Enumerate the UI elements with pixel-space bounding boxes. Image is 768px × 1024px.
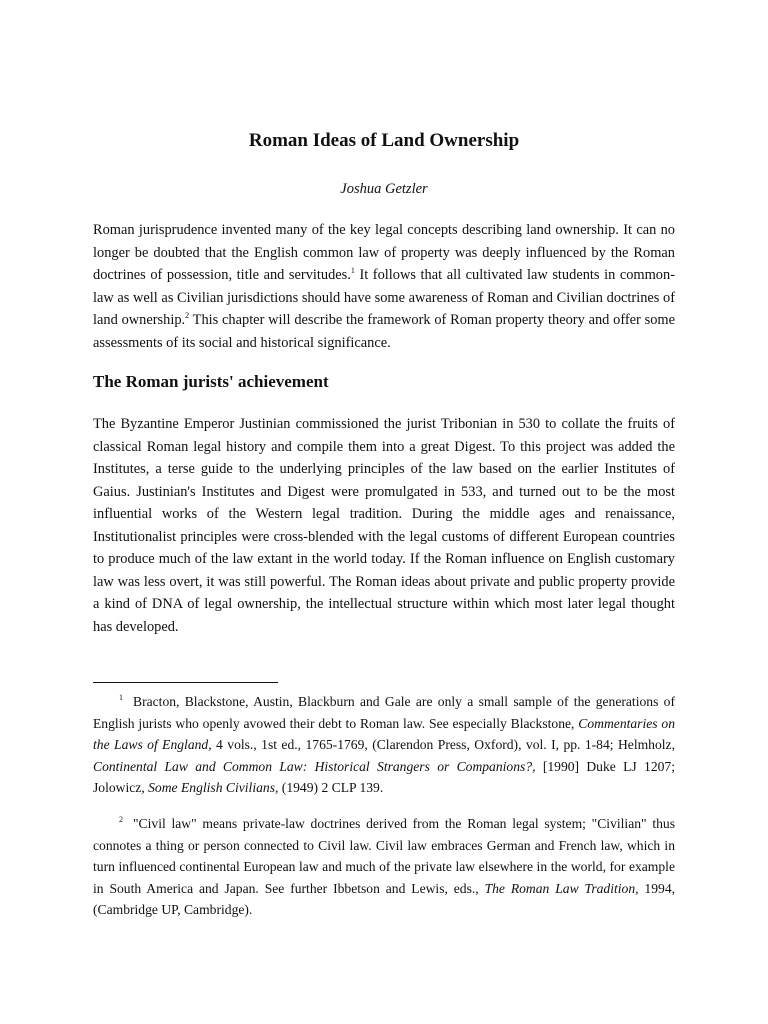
section-heading: The Roman jurists' achievement — [93, 372, 329, 391]
section-paragraph: The Byzantine Emperor Justinian commissioned the jurist Tribonian in 530 to collate the fruits of classical Roman legal history and compile them into a great Digest. To this project was added the Institutes, a terse guide to the underlying principles of the law based on the earlier Institutes of Gaius. Justinian's Institutes and Digest were promulgated in 533, and turned out to be the most influential works of the Western legal tradition. During the middle ages and renaissance, Institutionalist principles were cross-blended with the legal customs of different European countries to produce much of the law extant in the world today. If the Roman influence on English customary law was less overt, it was still powerful. The Roman ideas about private and public property provide a kind of DNA of legal ownership, the intellectual structure within which most later legal thought has developed. — [93, 416, 675, 635]
footnote-ref-1[interactable]: 1 — [350, 266, 355, 276]
footnote-1 — [93, 691, 675, 799]
author-name: Joshua Getzler — [340, 181, 428, 197]
intro-text-3: This chapter will describe the framework of Roman property theory and offer some assessments of its social and historical significance. — [93, 312, 675, 351]
intro-paragraph — [93, 219, 675, 354]
footnote-2 — [93, 813, 675, 921]
footnote-1-text-3: [1990] Duke LJ 1207; Jolowicz, — [93, 758, 675, 795]
footnote-1-citation-1: Commentaries on the Laws of England, — [93, 715, 675, 752]
footnote-1-text-4: (1949) 2 CLP 139. — [278, 780, 384, 795]
document-title: Roman Ideas of Land Ownership — [248, 130, 520, 151]
footnote-2-text-2: 1994, (Cambridge UP, Cambridge). — [93, 880, 676, 917]
footnote-1-citation-3: Some English Civilians, — [148, 780, 279, 795]
footnote-1-text-1: Bracton, Blackstone, Austin, Blackburn and Gale are only a small sample of the generations of English jurists who openly avowed their debt to Roman law. See especially Blackstone, — [93, 694, 675, 731]
intro-text-1: Roman jurisprudence invented many of the key legal concepts describing land ownership. It can no longer be doubted that the English common law of property was deeply influenced by the Roman doctrines of possession, title and servitudes. — [93, 222, 675, 283]
footnote-2-citation-1: The Roman Law Tradition, — [484, 880, 639, 896]
footnote-2-text-1: "Civil law" means private-law doctrines derived from the Roman legal system; "Civilian" thus connotes a thing or person connected to Civil law. Civil law embraces German and French law, which in turn influenced continental European law and much of the private law elsewhere in the world, for example in South America and Japan. See further Ibbetson and Lewis, eds., — [93, 816, 675, 896]
footnote-ref-2[interactable]: 2 — [185, 311, 190, 321]
footnote-divider — [93, 682, 278, 683]
footnote-1-mark: 1 — [119, 693, 123, 703]
footnote-2-mark: 2 — [119, 815, 123, 825]
intro-text-2: It follows that all cultivated law students in common-law as well as Civilian jurisdictions should have some awareness of Roman and Civilian doctrines of land ownership. — [93, 267, 675, 328]
footnote-1-citation-2: Continental Law and Common Law: Historical Strangers or Companions?, — [93, 758, 536, 774]
footnote-1-text-2: 4 vols., 1st ed., 1765-1769, (Clarendon Press, Oxford), vol. I, pp. 1-84; Helmholz, — [211, 737, 675, 752]
